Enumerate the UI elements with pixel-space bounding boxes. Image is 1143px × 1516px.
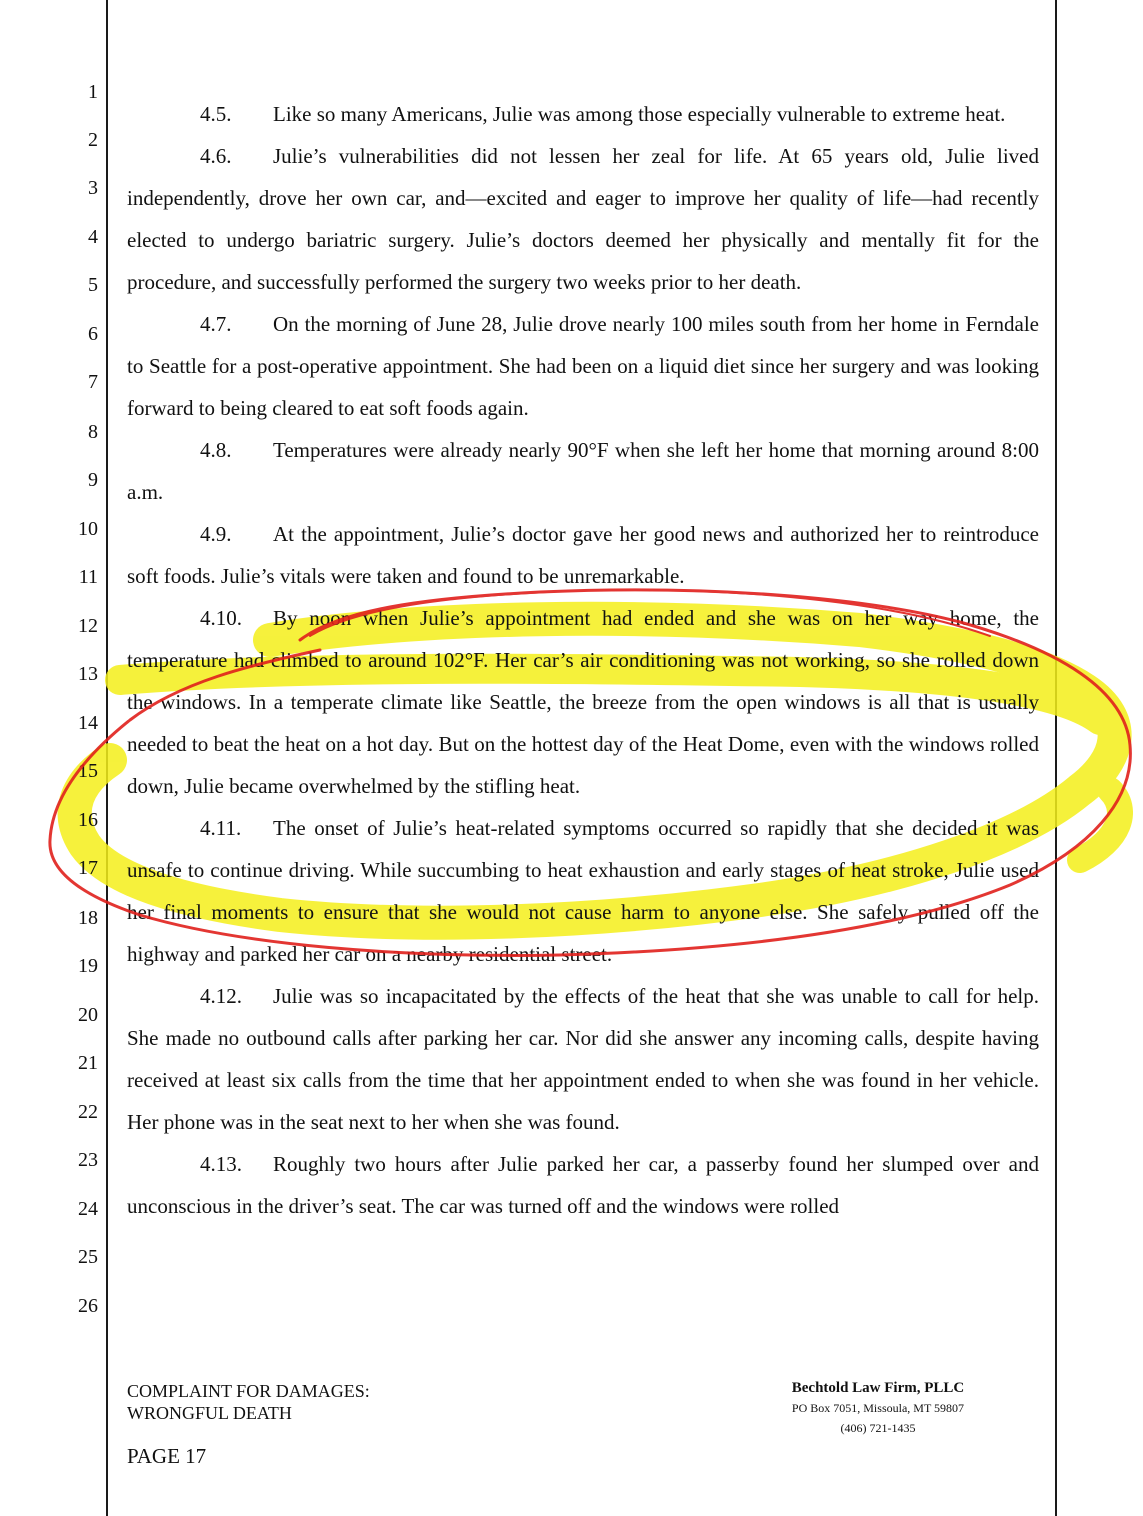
line-number: 20 — [78, 1004, 98, 1026]
paragraph-text: Roughly two hours after Julie parked her car, a passerby found her slumped over and unconscious in the driver’s seat. The car was turned off and the windows were rolled — [127, 1152, 1039, 1218]
line-number: 13 — [78, 663, 98, 685]
line-number: 19 — [78, 955, 98, 977]
line-number: 16 — [78, 809, 98, 831]
line-number: 6 — [88, 323, 98, 345]
line-number: 4 — [88, 226, 98, 248]
paragraph-number: 4.5. — [200, 102, 232, 126]
paragraph-text: Like so many Americans, Julie was among those especially vulnerable to extreme heat. — [273, 102, 1006, 126]
paragraph-4-5 — [127, 93, 1039, 135]
paragraph-number: 4.12. — [200, 984, 242, 1008]
paragraph-text: Temperatures were already nearly 90°F when she left her home that morning around 8:00 a.m. — [127, 438, 1039, 504]
paragraph-text: At the appointment, Julie’s doctor gave her good news and authorized her to reintroduce soft foods. Julie’s vitals were taken and found to be unremarkable. — [127, 522, 1039, 588]
firm-phone: (406) 721-1435 — [840, 1421, 916, 1435]
right-margin-rule — [1055, 0, 1057, 1516]
line-number: 8 — [88, 421, 98, 443]
line-number: 14 — [78, 712, 98, 734]
footer-title-line-2: WRONGFUL DEATH — [127, 1403, 292, 1423]
line-number: 5 — [88, 274, 98, 296]
line-number: 3 — [88, 177, 98, 199]
line-number: 21 — [78, 1052, 98, 1074]
footer-document-title — [127, 1380, 370, 1424]
left-margin-rule — [106, 0, 108, 1516]
line-number: 18 — [78, 907, 98, 929]
line-number: 22 — [78, 1101, 98, 1123]
paragraph-text: The onset of Julie’s heat-related symptoms occurred so rapidly that she decided it was unsafe to continue driving. While succumbing to heat exhaustion and early stages of heat stroke, Julie used her final moments to ensure that she would not cause harm to anyone else. She safely pulled off the highway and parked her car on a nearby residential street. — [127, 816, 1039, 966]
paragraph-4-13 — [127, 1143, 1039, 1227]
paragraph-number: 4.6. — [200, 144, 232, 168]
paragraph-4-9 — [127, 513, 1039, 597]
paragraph-4-6 — [127, 135, 1039, 303]
law-firm-block — [730, 1378, 1026, 1438]
paragraph-number: 4.8. — [200, 438, 232, 462]
line-number: 25 — [78, 1246, 98, 1268]
page-number: PAGE 17 — [127, 1444, 207, 1468]
paragraph-number: 4.9. — [200, 522, 232, 546]
paragraph-number: 4.11. — [200, 816, 242, 840]
paragraph-4-8 — [127, 429, 1039, 513]
paragraph-4-10 — [127, 597, 1039, 807]
paragraph-text: Julie’s vulnerabilities did not lessen her zeal for life. At 65 years old, Julie lived independently, drove her own car, and—excited and eager to improve her quality of life—had recently elected to undergo bariatric surgery. Julie’s doctors deemed her physically and mentally fit for the procedure, and successfully performed the surgery two weeks prior to her death. — [127, 144, 1039, 294]
paragraph-number: 4.7. — [200, 312, 232, 336]
complaint-body-text — [127, 93, 1039, 1227]
line-number: 26 — [78, 1295, 98, 1317]
paragraph-text: By noon when Julie’s appointment had ended and she was on her way home, the temperature had climbed to around 102°F. Her car’s air conditioning was not working, so she rolled down the windows. In a temperate climate like Seattle, the breeze from the open windows is all that is usually needed to beat the heat on a hot day. But on the hottest day of the Heat Dome, even with the windows rolled down, Julie became overwhelmed by the stifling heat. — [127, 606, 1039, 798]
line-number: 7 — [88, 371, 98, 393]
paragraph-4-7 — [127, 303, 1039, 429]
line-number: 1 — [88, 81, 98, 103]
highlight-stroke-3 — [1080, 790, 1120, 860]
paragraph-4-12 — [127, 975, 1039, 1143]
paragraph-text: On the morning of June 28, Julie drove nearly 100 miles south from her home in Ferndale to Seattle for a post-operative appointment. She had been on a liquid diet since her surgery and was looking forward to being cleared to eat soft foods again. — [127, 312, 1039, 420]
line-number: 15 — [78, 760, 98, 782]
line-number: 9 — [88, 469, 98, 491]
line-number: 10 — [78, 518, 98, 540]
firm-name: Bechtold Law Firm, PLLC — [791, 1380, 965, 1396]
paragraph-4-11 — [127, 807, 1039, 975]
line-number: 23 — [78, 1149, 98, 1171]
line-number: 11 — [78, 566, 98, 588]
line-number: 24 — [78, 1198, 98, 1220]
footer-title-line-1: COMPLAINT FOR DAMAGES: — [127, 1381, 370, 1401]
paragraph-text: Julie was so incapacitated by the effects of the heat that she was unable to call for help. She made no outbound calls after parking her car. Nor did she answer any incoming calls, despite having received at least six calls from the time that her appointment ended to when she was found in her vehicle. Her phone was in the seat next to her when she was found. — [127, 984, 1039, 1134]
paragraph-number: 4.13. — [200, 1152, 242, 1176]
firm-address: PO Box 7051, Missoula, MT 59807 — [791, 1401, 965, 1415]
line-number: 12 — [78, 615, 98, 637]
line-number: 17 — [78, 857, 98, 879]
paragraph-number: 4.10. — [200, 606, 242, 630]
line-number: 2 — [88, 129, 98, 151]
